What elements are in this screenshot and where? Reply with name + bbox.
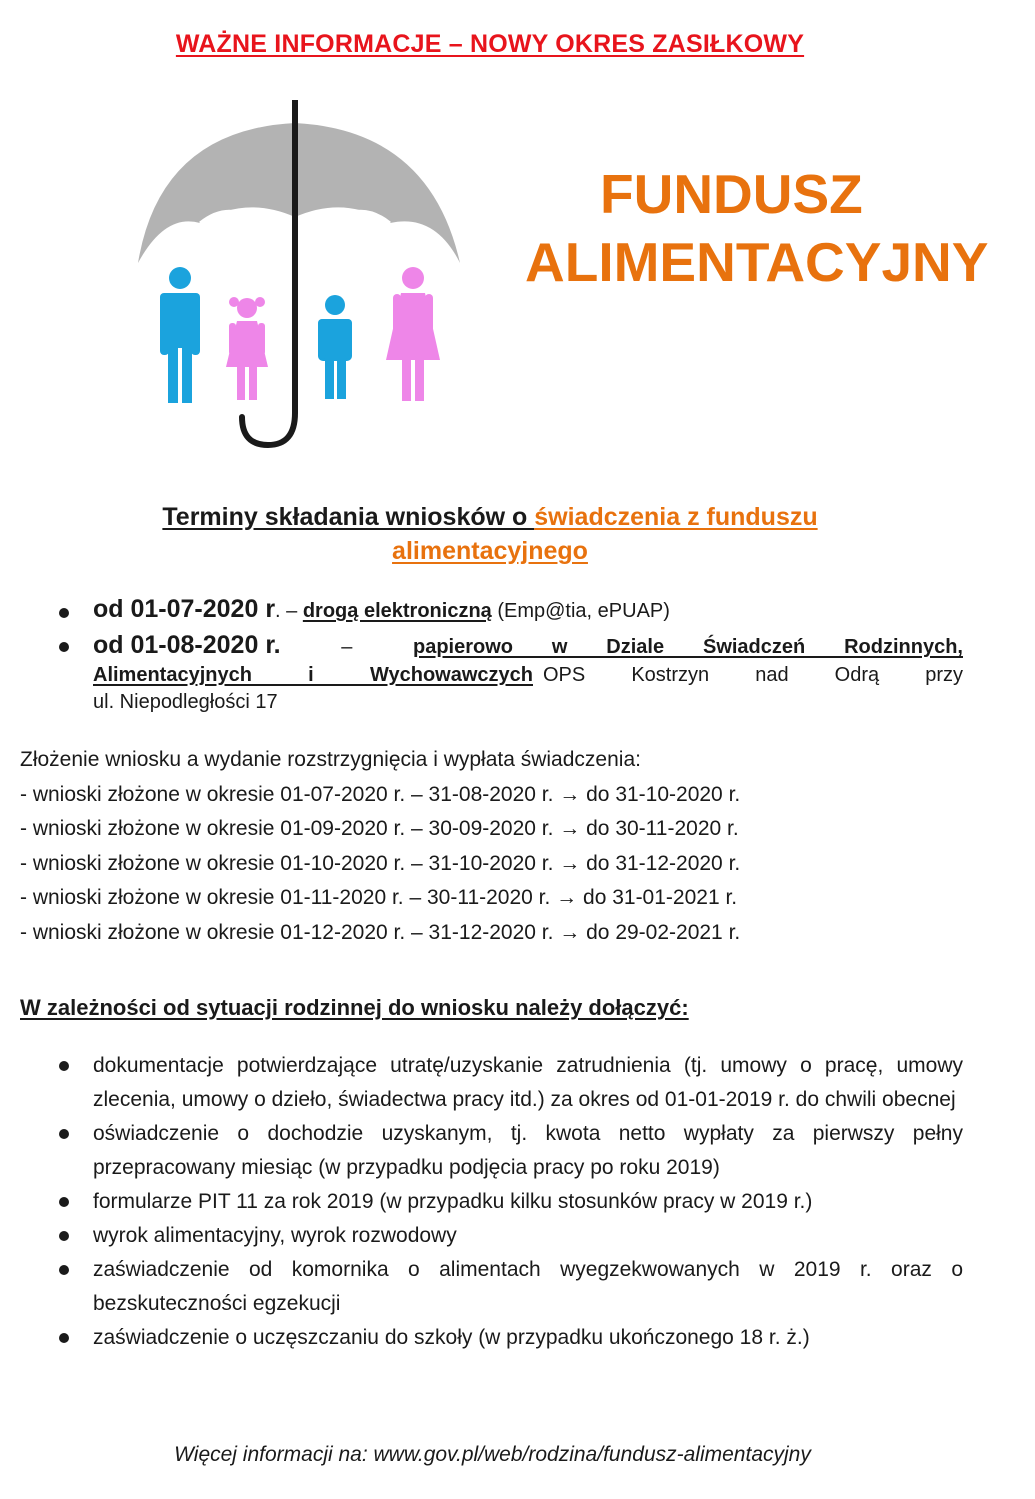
figure-boy-icon [318, 295, 352, 399]
umbrella-canopy [138, 123, 460, 263]
attachment-item-text: zaświadczenie o uczęszczaniu do szkoły (w przypadku ukończonego 18 r. ż.) [93, 1326, 810, 1349]
attachment-item-text: oświadczenie o dochodzie uzyskanym, tj. kwota netto wypłaty za pierwszy pełny przepracowany miesiąc (w przypadku podjęcia pracy po roku 2019) [93, 1122, 963, 1179]
schedule-intro: Złożenie wniosku a wydanie rozstrzygnięcia i wypłata świadczenia: [20, 748, 641, 771]
schedule-row: - wnioski złożone w okresie 01-12-2020 r. – 31-12-2020 r. → do 29-02-2021 r. [20, 920, 741, 944]
bullet-icon [59, 1129, 69, 1139]
bullet-icon [59, 1333, 69, 1343]
brand-title [510, 160, 1030, 296]
method-electronic [93, 596, 963, 628]
figure-girl-icon [226, 297, 268, 400]
schedule-row: - wnioski złożone w okresie 01-09-2020 r. – 30-09-2020 r. → do 30-11-2020 r. [20, 817, 739, 840]
method-paper-channel-line1: papierowo w Dziale Świadczeń Rodzinnych, [413, 636, 963, 658]
schedule-row: - wnioski złożone w okresie 01-11-2020 r. – 30-11-2020 r. → do 31-01-2021 r. [20, 886, 738, 909]
list-item [93, 1117, 963, 1185]
bullet-icon [59, 608, 69, 618]
schedule-row: - wnioski złożone w okresie 01-07-2020 r. – 31-08-2020 r. → do 31-10-2020 r. [20, 782, 741, 806]
method-electronic-sep: . – [275, 600, 303, 622]
schedule-row: - wnioski złożone w okresie 01-10-2020 r. – 31-10-2020 r. → do 31-12-2020 r. [20, 851, 741, 875]
list-item [93, 1253, 963, 1321]
list-item [93, 1219, 963, 1253]
attachment-item-text: zaświadczenie od komornika o alimentach wyegzekwowanych w 2019 r. oraz o bezskuteczności egzekucji [93, 1258, 963, 1315]
bullet-icon [59, 1061, 69, 1071]
attachments-list [93, 1049, 963, 1355]
submission-methods-list [93, 596, 963, 715]
list-item [93, 1185, 963, 1219]
brand-title-line2: ALIMENTACYJNY [525, 231, 989, 293]
bullet-icon [59, 1231, 69, 1241]
list-item [93, 1049, 963, 1117]
umbrella-family-illustration [130, 95, 470, 455]
deadlines-heading-accent: świadczenia z funduszu [534, 503, 818, 531]
method-paper [93, 630, 963, 715]
more-info-footer: Więcej informacji na: www.gov.pl/web/rodzina/fundusz-alimentacyjny [174, 1443, 811, 1466]
brand-title-line1: FUNDUSZ [600, 163, 863, 225]
notice-heading: WAŻNE INFORMACJE – NOWY OKRES ZASIŁKOWY [175, 30, 805, 58]
figure-man-icon [160, 267, 200, 403]
attachments-heading: W zależności od sytuacji rodzinnej do wniosku należy dołączyć: [20, 995, 689, 1020]
method-paper-date: od 01-08-2020 r. [93, 631, 281, 659]
method-electronic-date: od 01-07-2020 r [93, 595, 276, 623]
method-paper-detail-line2: OPS Kostrzyn nad Odrą przy [543, 664, 963, 686]
method-electronic-channel: drogą elektroniczną [302, 600, 492, 622]
method-paper-channel-line2: Alimentacyjnych i Wychowawczych [93, 664, 533, 686]
bullet-icon [59, 1197, 69, 1207]
attachment-item-text: wyrok alimentacyjny, wyrok rozwodowy [93, 1224, 457, 1247]
list-item [93, 1321, 963, 1355]
deadlines-heading [90, 500, 890, 568]
attachment-item-text: dokumentacje potwierdzające utratę/uzyskanie zatrudnienia (tj. umowy o pracę, umowy zlecenia, umowy o dzieło, świadectwa pracy itd.) za okres od 01-01-2019 r. do chwili obecnej [93, 1054, 963, 1111]
method-electronic-detail: (Emp@tia, ePUAP) [491, 600, 670, 622]
schedule-section [20, 743, 1000, 950]
bullet-icon [59, 1265, 69, 1275]
attachment-item-text: formularze PIT 11 za rok 2019 (w przypadku kilku stosunków pracy w 2019 r.) [93, 1190, 813, 1213]
bullet-icon [59, 642, 69, 652]
method-paper-sep: – [341, 636, 353, 658]
figure-woman-icon [386, 267, 440, 401]
deadlines-heading-plain: Terminy składania wniosków o [162, 503, 535, 531]
deadlines-heading-accent-2: alimentacyjnego [392, 537, 588, 565]
method-paper-detail-line3: ul. Niepodległości 17 [93, 691, 278, 713]
